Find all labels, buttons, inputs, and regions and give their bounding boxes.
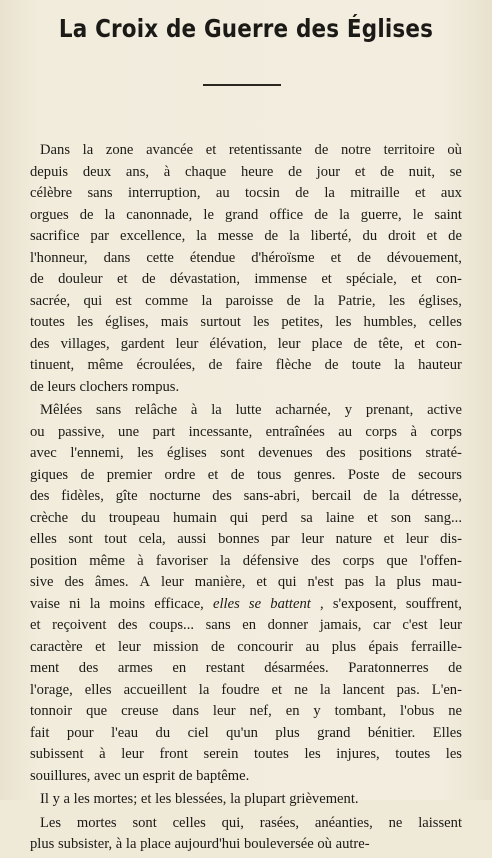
text-line: ou passive, une part incessante, entraînées au corps à corps <box>30 423 462 440</box>
text-line: de leurs clochers rompus. <box>30 378 180 395</box>
text-line: Dans la zone avancée et retentissante de notre territoire où <box>40 142 462 158</box>
text-line: vaise ni la moins efficace, elles se battent , s'exposent, souffrent, <box>30 595 462 612</box>
text-line: crèche du troupeau humain qui perd sa laine et son sang... <box>30 509 462 526</box>
text-line: depuis deux ans, à chaque heure de jour et de nuit, se <box>30 163 462 180</box>
text-line: fait pour l'eau du ciel qu'un plus grand bénitier. Elles <box>30 724 462 741</box>
text-line: Il y a les mortes; et les blessées, la plupart grièvement. <box>40 791 359 807</box>
paragraph <box>30 813 462 856</box>
text-line: l'honneur, dans cette étendue d'héroïsme et de dévouement, <box>30 249 462 266</box>
text-line: orgues de la canonnade, le grand office de la guerre, le saint <box>30 206 462 223</box>
text-line: Les mortes sont celles qui, rasées, anéanties, ne laissent <box>40 814 462 831</box>
text-line: l'orage, elles accueillent la foudre et ne la lancent pas. L'en- <box>30 681 462 698</box>
text-line: ment des armes en restant désarmées. Paratonnerres de <box>30 660 462 676</box>
text-line: toutes les églises, mais surtout les petites, les humbles, celles <box>30 314 462 330</box>
text-line: tonnoir que creuse dans leur nef, en y tombant, l'obus ne <box>30 703 462 719</box>
page-title: La Croix de Guerre des Églises <box>58 14 434 43</box>
paragraph <box>30 400 462 787</box>
text-line: de douleur et de dévastation, immense et spéciale, et con- <box>30 271 462 287</box>
text-line: position même à favoriser la défensive des corps que l'offen- <box>30 552 462 569</box>
text-line: et reçoivent des coups... sans en donner jamais, car c'est leur <box>30 617 462 633</box>
text-line: tinuent, même écroulées, de faire flèche de toute la hauteur <box>30 357 462 373</box>
text-line: Mêlées sans relâche à la lutte acharnée, y prenant, active <box>40 402 462 418</box>
title-rule-divider <box>203 84 281 86</box>
text-line: célèbre sans interruption, au tocsin de la mitraille et aux <box>30 185 462 201</box>
text-line: des fidèles, gîte nocturne des sans-abri, bercail de la détresse, <box>30 488 462 504</box>
text-line: sacrée, qui est comme la paroisse de la Patrie, les églises, <box>30 292 462 309</box>
text-line: plus subsister, à la place aujourd'hui bouleversée où autre- <box>30 836 370 852</box>
paragraph <box>30 140 462 398</box>
text-line: caractère et leur mission de concourir au plus épais ferraille- <box>30 638 462 655</box>
text-line: avec l'ennemi, les églises sont devenues des positions straté- <box>30 445 462 461</box>
article-body <box>30 140 462 858</box>
text-line: sacrifice par excellence, la messe de la liberté, du droit et de <box>30 228 462 244</box>
text-line: sive des âmes. A leur manière, et qui n'est pas la plus mau- <box>30 574 462 590</box>
text-line: giques de premier ordre et de tous genres. Poste de secours <box>30 466 462 483</box>
text-line: souillures, avec un esprit de baptême. <box>30 767 250 784</box>
text-line: des villages, gardent leur élévation, leur place de tête, et con- <box>30 335 462 352</box>
text-line: subissent à leur front serein toutes les injures, toutes les <box>30 746 462 762</box>
text-line: elles sont tout cela, aussi bonnes par leur nature et leur dis- <box>30 531 462 547</box>
